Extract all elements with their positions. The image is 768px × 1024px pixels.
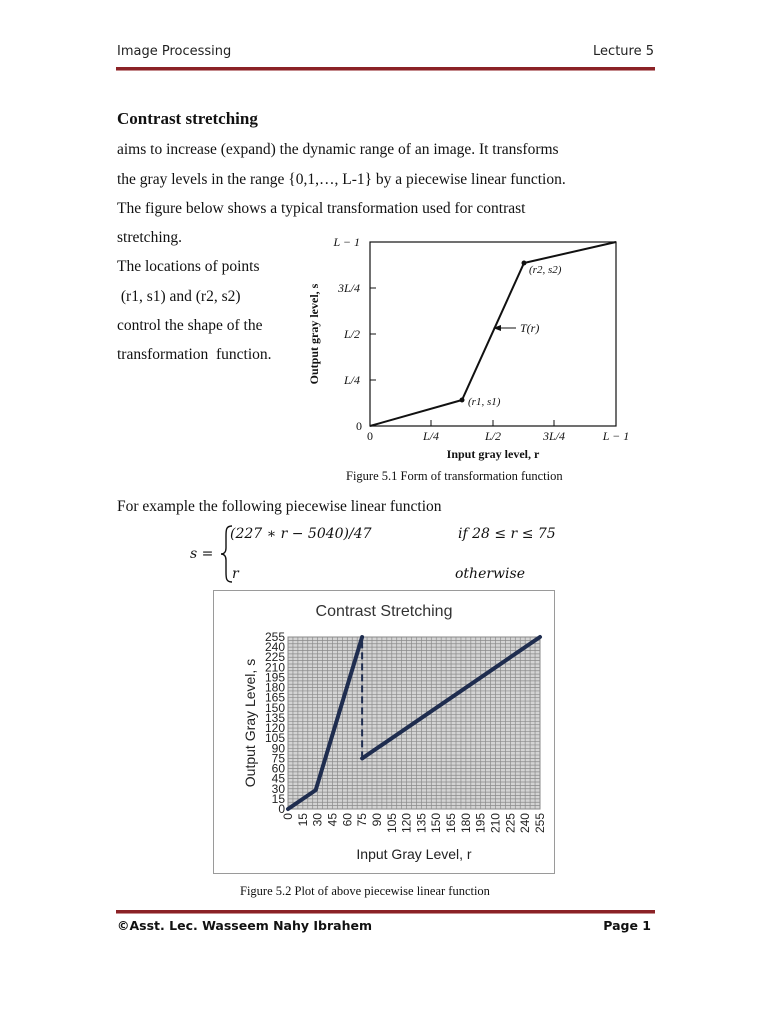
x-tick-label: 15	[295, 813, 310, 827]
chart-title: Contrast Stretching	[315, 603, 453, 620]
figure1-xtick-label: 3L/4	[542, 429, 566, 443]
figure1-xtick-label: L − 1	[602, 429, 630, 443]
section-title: Contrast stretching	[117, 109, 258, 128]
x-tick-label: 30	[310, 813, 325, 827]
x-tick-label: 75	[355, 813, 370, 827]
x-tick-label: 240	[518, 813, 533, 834]
header-left: Image Processing	[117, 44, 232, 59]
contrast-stretching-chart	[213, 590, 555, 874]
figure1-xlabel: Input gray level, r	[446, 447, 540, 461]
point2-label: (r2, s2)	[529, 264, 562, 276]
x-tick-label: 150	[429, 813, 444, 834]
figure1-ytick-label: L/4	[343, 373, 360, 387]
footer-rule	[116, 910, 655, 914]
intro-line: The figure below shows a typical transformation used for contrast	[117, 200, 526, 217]
y-tick-label: 135	[264, 710, 285, 725]
point1-label: (r1, s1)	[468, 396, 501, 408]
y-tick-label: 60	[271, 761, 285, 776]
x-tick-label: 60	[340, 813, 355, 827]
x-tick-label: 45	[325, 813, 340, 827]
chart-ylabel: Output Gray Level, s	[242, 658, 258, 788]
x-tick-label: 120	[399, 813, 414, 834]
point-r1-s1	[460, 398, 465, 403]
side-line: (r1, s1) and (r2, s2)	[117, 288, 241, 305]
x-tick-label: 135	[414, 813, 429, 834]
side-line: control the shape of the	[117, 317, 263, 334]
y-tick-label: 255	[264, 630, 285, 644]
x-tick-label: 105	[384, 813, 399, 834]
figure1-xtick-label: L/2	[484, 429, 502, 443]
x-tick-label: 225	[503, 813, 518, 834]
intro-line: aims to increase (expand) the dynamic range of an image. It transforms	[117, 141, 559, 158]
y-tick-label: 45	[271, 771, 285, 786]
y-tick-label: 225	[264, 650, 285, 665]
curve-label: T(r)	[520, 321, 540, 335]
case1-condition: if 28 ≤ r ≤ 75	[458, 526, 556, 542]
y-tick-label: 0	[278, 802, 285, 816]
header-right: Lecture 5	[593, 44, 654, 59]
y-tick-label: 15	[271, 791, 285, 806]
figure1-ylabel: Output gray level, s	[307, 283, 321, 385]
y-tick-label: 150	[264, 700, 285, 715]
case1-expression: (227 ∗ r − 5040)/47	[230, 526, 372, 542]
x-tick-label: 165	[444, 813, 459, 834]
side-line: transformation function.	[117, 346, 272, 363]
y-tick-label: 75	[271, 751, 285, 766]
x-tick-label: 0	[281, 813, 295, 820]
y-tick-label: 165	[264, 690, 285, 705]
figure1-xtick-label: 0	[367, 429, 373, 443]
y-tick-label: 120	[264, 721, 285, 736]
side-line: The locations of points	[117, 258, 260, 275]
equation-lhs: s =	[190, 546, 214, 562]
header-rule	[116, 67, 655, 71]
figure1-ytick-label: L/2	[343, 327, 360, 341]
intro-line: the gray levels in the range {0,1,…, L-1} by a piecewise linear function.	[117, 171, 566, 188]
x-tick-label: 90	[369, 813, 384, 827]
y-tick-label: 30	[271, 781, 285, 796]
figure1-ytick-label: 0	[356, 419, 362, 433]
intro-line: stretching.	[117, 229, 182, 246]
point-r2-s2	[522, 261, 527, 266]
x-tick-label: 195	[473, 813, 488, 834]
figure1-ytick-label: L − 1	[333, 235, 360, 249]
case2-condition: otherwise	[455, 566, 525, 582]
x-tick-label: 180	[458, 813, 473, 834]
y-tick-label: 210	[264, 660, 285, 675]
y-tick-label: 180	[264, 680, 285, 695]
footer-right: Page 1	[603, 918, 651, 933]
figure1-caption: Figure 5.1 Form of transformation function	[346, 469, 563, 483]
y-tick-label: 240	[264, 640, 285, 655]
y-tick-label: 195	[264, 670, 285, 685]
transformation-function-figure	[296, 228, 646, 468]
x-tick-label: 255	[533, 813, 547, 834]
figure1-ytick-label: 3L/4	[337, 281, 360, 295]
example-text: For example the following piecewise linear function	[117, 498, 442, 515]
chart-xlabel: Input Gray Level, r	[356, 846, 472, 862]
y-tick-label: 90	[271, 741, 285, 756]
footer-left: ©Asst. Lec. Wasseem Nahy Ibrahem	[117, 918, 372, 933]
case2-expression: r	[232, 566, 239, 582]
figure2-caption: Figure 5.2 Plot of above piecewise linear function	[240, 884, 490, 898]
x-tick-label: 210	[488, 813, 503, 834]
figure1-xtick-label: L/4	[422, 429, 440, 443]
y-tick-label: 105	[264, 731, 285, 746]
